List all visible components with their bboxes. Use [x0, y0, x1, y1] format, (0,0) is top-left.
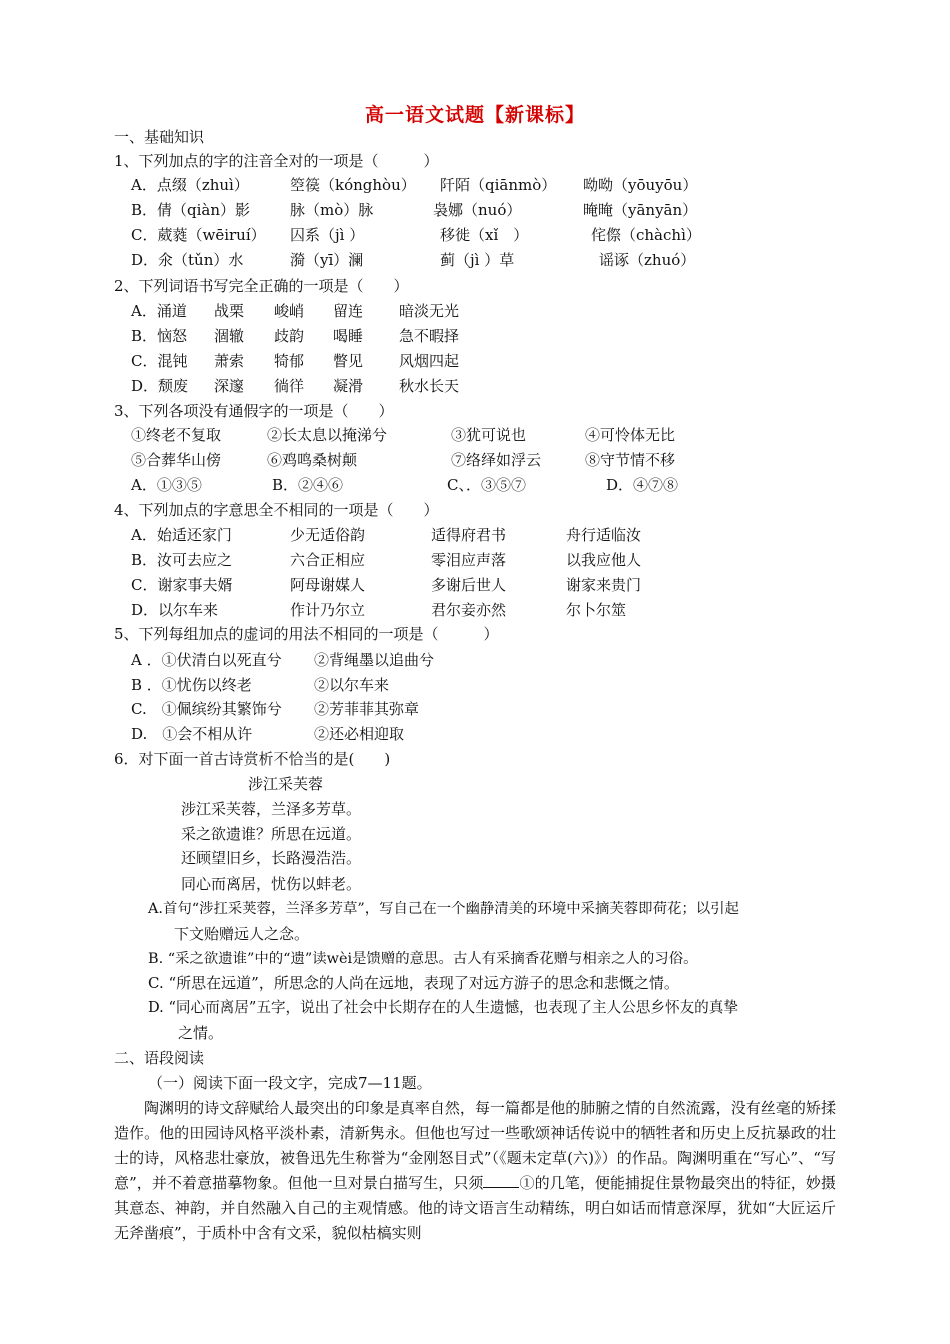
option-cell: D．④⑦⑧: [606, 476, 679, 494]
passage-text-part-1: 陶渊明的诗文辞赋给人最突出的印象是真率自然，每一篇都是他的肺腑之情的自然流露，没有丝毫的矫揉造作。他的田园诗风格平淡朴素，清新隽永。但他也写过一些歌颂神话传说中的牺牲者和历史上反抗暴政的壮士的诗，风格悲壮豪放，被鲁迅先生称誉为“金刚怒目式”（《题未定草(六)》）的作品。陶渊明重在“写心”、“写意”，并不着意描摹物象。但他一旦对景白描写生，只须: [114, 1099, 836, 1192]
question-6-option-d-cont: 之情。: [178, 1024, 224, 1042]
option-cell: 蓟（jì ）草: [440, 251, 515, 269]
poem-line: 涉江采芙蓉，兰泽多芳草。: [181, 800, 362, 818]
page-title: 高一语文试题【新课标】: [364, 104, 585, 126]
question-2-option-row: [0, 376, 950, 396]
option-cell: 作计乃尔立: [290, 601, 366, 619]
option-cell: B．汝可去应之: [131, 551, 233, 569]
option-cell: 萧索: [214, 352, 245, 370]
option-cell: 风烟四起: [399, 352, 460, 370]
option-cell: B．倩（qiàn）影: [131, 201, 251, 219]
option-cell: 瞥见: [333, 352, 364, 370]
question-2-stem: 2、下列词语书写完全正确的一项是（ ）: [114, 277, 409, 295]
question-4-option-row: [0, 600, 950, 620]
option-cell: D．颓废: [131, 377, 189, 395]
option-cell: 呦呦（yōuyōu）: [583, 176, 698, 194]
passage-blank-line: [483, 1173, 519, 1188]
option-cell: ⑧守节情不移: [585, 451, 676, 469]
question-3-option-row: [0, 425, 950, 445]
option-cell: ②还必相迎取: [314, 725, 405, 743]
option-cell: C．混钝: [131, 352, 188, 370]
option-cell: 箜篌（kónghòu）: [290, 176, 416, 194]
option-cell: A．点缀（zhuì）: [131, 176, 249, 194]
option-cell: 歧韵: [274, 327, 305, 345]
question-2-option-row: [0, 326, 950, 346]
option-cell: 战栗: [214, 302, 245, 320]
option-cell: 暗淡无光: [399, 302, 460, 320]
option-cell: ⑥鸡鸣桑树颠: [267, 451, 358, 469]
option-cell: A．始适还家门: [131, 526, 232, 544]
question-2-option-row: [0, 351, 950, 371]
poem-title: 涉江采芙蓉: [248, 775, 324, 793]
question-5-option-row: [0, 650, 950, 670]
question-6-option-a: A.首句“涉扛采荚蓉，兰泽多芳草”，写自己在一个幽静清美的环境中采摘芙蓉即荷花；以引起: [148, 901, 739, 917]
option-cell: 移徙（xǐ ）: [440, 226, 529, 244]
option-cell: A ．①伏清白以死直兮: [131, 651, 282, 669]
option-cell: 尔卜尔筮: [566, 601, 627, 619]
option-cell: 君尔妾亦然: [431, 601, 507, 619]
option-cell: 喝睡: [333, 327, 364, 345]
question-6-stem: 6．对下面一首古诗赏析不恰当的是( ): [114, 750, 391, 768]
option-cell: 阿母谢媒人: [290, 576, 366, 594]
option-cell: 急不暇择: [399, 327, 460, 345]
option-cell: 秋水长天: [399, 377, 460, 395]
option-cell: 零泪应声落: [431, 551, 507, 569]
option-cell: 适得府君书: [431, 526, 507, 544]
reading-instruction: （一）阅读下面一段文字，完成7—11题。: [148, 1074, 432, 1092]
option-cell: ②以尔车来: [314, 676, 390, 694]
option-cell: 凝滑: [333, 377, 364, 395]
option-cell: 侘傺（chàchì）: [591, 226, 701, 244]
poem-line: 还顾望旧乡，长路漫浩浩。: [181, 849, 362, 867]
question-4-option-row: [0, 525, 950, 545]
question-6-option-c: C. “所思在远道”，所思念的人尚在远地，表现了对远方游子的思念和悲慨之情。: [148, 974, 679, 992]
question-3-option-row: [0, 475, 950, 495]
option-cell: 犄郁: [274, 352, 305, 370]
option-cell: ⑦络绎如浮云: [451, 451, 542, 469]
option-cell: 以我应他人: [566, 551, 642, 569]
option-cell: 多谢后世人: [431, 576, 507, 594]
option-cell: B．恼怒: [131, 327, 188, 345]
question-1-option-row: [0, 225, 950, 245]
question-6-option-a-cont: 下文贻赠远人之念。: [174, 925, 310, 943]
poem-line: 同心而离居，忧伤以蚌老。: [181, 875, 362, 893]
question-6-option-b: B. “采之欲遗谁”中的“遗”读wèi是馈赠的意思。古人有采摘香花赠与相亲之人的习俗。: [148, 951, 698, 967]
option-cell: 谢家来贵门: [566, 576, 642, 594]
option-cell: 囚系（jì ）: [290, 226, 365, 244]
passage-text-part-2: 的几笔，便能捕捉住景物最突出的特征，妙摄其意态、神韵，并自然融入自己的主观情感。他的诗文语言生动精练，明白如话而情意深厚，犹如“大匠运斤无斧凿痕”，于质朴中含有文采，貌似枯槁实则: [114, 1174, 836, 1242]
option-cell: 漪（yī）澜: [290, 251, 364, 269]
option-cell: ①终老不复取: [131, 426, 222, 444]
option-cell: 徜徉: [274, 377, 305, 395]
option-cell: 脉（mò）脉: [290, 201, 374, 219]
question-5-option-row: [0, 724, 950, 744]
option-cell: ⑤合葬华山傍: [131, 451, 222, 469]
option-cell: A．涌道: [131, 302, 187, 320]
option-cell: C. ①佩缤纷其繁饰兮: [131, 700, 282, 718]
option-cell: A．①③⑤: [131, 476, 202, 494]
option-cell: ④可怜体无比: [585, 426, 676, 444]
option-cell: 袅娜（nuó）: [433, 201, 522, 219]
question-5-option-row: [0, 699, 950, 719]
passage-blank-marker: ①: [519, 1174, 535, 1192]
question-4-option-row: [0, 550, 950, 570]
question-1-option-row: [0, 250, 950, 270]
option-cell: D. ①会不相从许: [131, 725, 253, 743]
option-cell: ②背绳墨以追曲兮: [314, 651, 435, 669]
section-heading-reading: 二、语段阅读: [114, 1049, 205, 1067]
reading-passage: [114, 1096, 836, 1246]
option-cell: ②芳菲菲其弥章: [314, 700, 420, 718]
question-5-option-row: [0, 675, 950, 695]
option-cell: B．②④⑥: [272, 476, 344, 494]
option-cell: 六合正相应: [290, 551, 366, 569]
option-cell: 晻晻（yānyān）: [583, 201, 698, 219]
question-4-stem: 4、下列加点的字意思全不相同的一项是（ ）: [114, 501, 439, 519]
question-1-option-row: [0, 175, 950, 195]
question-5-stem: 5、下列每组加点的虚词的用法不相同的一项是（ ）: [114, 625, 499, 643]
question-1-option-row: [0, 200, 950, 220]
question-4-option-row: [0, 575, 950, 595]
option-cell: 阡陌（qiānmò）: [440, 176, 557, 194]
option-cell: 留连: [333, 302, 364, 320]
poem-line: 采之欲遗谁？所思在远道。: [181, 825, 362, 843]
option-cell: 涸辙: [214, 327, 245, 345]
question-3-stem: 3、下列各项没有通假字的一项是（ ）: [114, 402, 394, 420]
section-heading-basic: 一、基础知识: [114, 128, 205, 146]
question-6-option-d: D. “同心而离居”五字，说出了社会中长期存在的人生遗憾，也表现了主人公思乡怀友的真挚: [148, 999, 738, 1016]
question-3-option-row: [0, 450, 950, 470]
option-cell: C、．③⑤⑦: [447, 476, 526, 494]
option-cell: 峻峭: [274, 302, 305, 320]
option-cell: C．葳蕤（wēiruí）: [131, 226, 266, 244]
option-cell: 深邃: [214, 377, 245, 395]
option-cell: D．以尔车来: [131, 601, 219, 619]
option-cell: ③犹可说也: [451, 426, 527, 444]
question-1-stem: 1、下列加点的字的注音全对的一项是（ ）: [114, 152, 439, 170]
option-cell: C．谢家事夫婿: [131, 576, 233, 594]
option-cell: D．氽（tǔn）水: [131, 251, 244, 269]
option-cell: ②长太息以掩涕兮: [267, 426, 388, 444]
option-cell: 舟行适临汝: [566, 526, 642, 544]
option-cell: 少无适俗韵: [290, 526, 366, 544]
option-cell: 谣诼（zhuó）: [599, 251, 696, 269]
option-cell: B ．①忧伤以终老: [131, 676, 252, 694]
question-2-option-row: [0, 301, 950, 321]
